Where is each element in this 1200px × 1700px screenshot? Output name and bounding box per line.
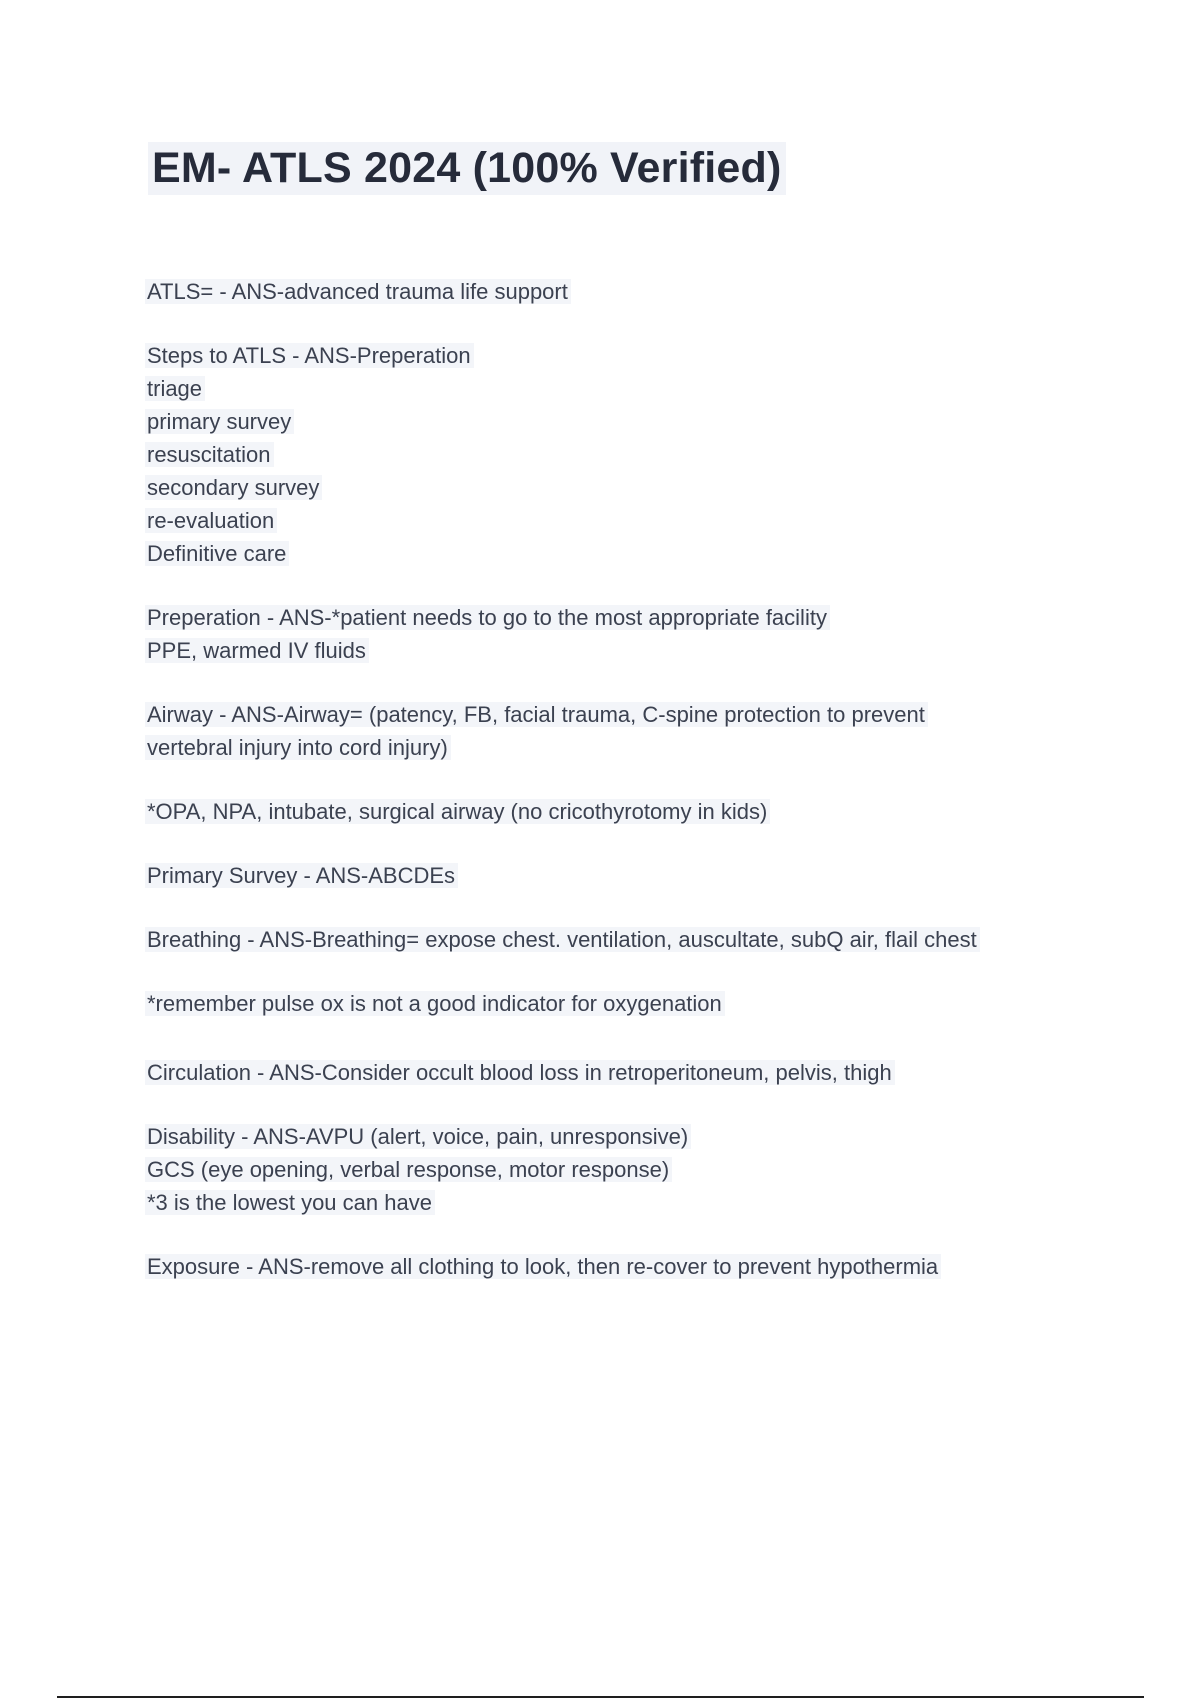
- qa-atls-definition: [145, 275, 1105, 308]
- text-line: Exposure - ANS-remove all clothing to look, then re-cover to prevent hypothermia: [145, 1250, 1105, 1283]
- text-line: Primary Survey - ANS-ABCDEs: [145, 859, 1105, 892]
- note-pulse-ox: [145, 987, 1105, 1020]
- text-line: Steps to ATLS - ANS-Preperation: [145, 339, 1105, 372]
- qa-preperation: [145, 601, 1105, 667]
- text-line: PPE, warmed IV fluids: [145, 634, 1105, 667]
- text-line: vertebral injury into cord injury): [145, 731, 1105, 764]
- qa-breathing: [145, 923, 1105, 956]
- text-line: Definitive care: [145, 537, 1105, 570]
- text-line: *remember pulse ox is not a good indicator for oxygenation: [145, 987, 1105, 1020]
- text-line: Airway - ANS-Airway= (patency, FB, facial trauma, C-spine protection to prevent: [145, 698, 1105, 731]
- qa-airway: [145, 698, 1105, 764]
- text-line: resuscitation: [145, 438, 1105, 471]
- document-body: [145, 275, 1105, 1314]
- text-line: Disability - ANS-AVPU (alert, voice, pain, unresponsive): [145, 1120, 1105, 1153]
- text-line: triage: [145, 372, 1105, 405]
- text-line: re-evaluation: [145, 504, 1105, 537]
- footer-divider: [57, 1696, 1144, 1698]
- document-title: EM- ATLS 2024 (100% Verified): [148, 142, 786, 195]
- text-line: Circulation - ANS-Consider occult blood loss in retroperitoneum, pelvis, thigh: [145, 1056, 1105, 1089]
- text-line: primary survey: [145, 405, 1105, 438]
- qa-steps-to-atls: [145, 339, 1105, 570]
- text-line: Preperation - ANS-*patient needs to go to the most appropriate facility: [145, 601, 1105, 634]
- text-line: GCS (eye opening, verbal response, motor response): [145, 1153, 1105, 1186]
- qa-circulation: [145, 1056, 1105, 1089]
- qa-disability: [145, 1120, 1105, 1219]
- note-airway-adjuncts: [145, 795, 1105, 828]
- text-line: ATLS= - ANS-advanced trauma life support: [145, 275, 1105, 308]
- qa-primary-survey: [145, 859, 1105, 892]
- text-line: *OPA, NPA, intubate, surgical airway (no cricothyrotomy in kids): [145, 795, 1105, 828]
- text-line: Breathing - ANS-Breathing= expose chest. ventilation, auscultate, subQ air, flail chest: [145, 923, 1105, 956]
- text-line: *3 is the lowest you can have: [145, 1186, 1105, 1219]
- qa-exposure: [145, 1250, 1105, 1283]
- text-line: secondary survey: [145, 471, 1105, 504]
